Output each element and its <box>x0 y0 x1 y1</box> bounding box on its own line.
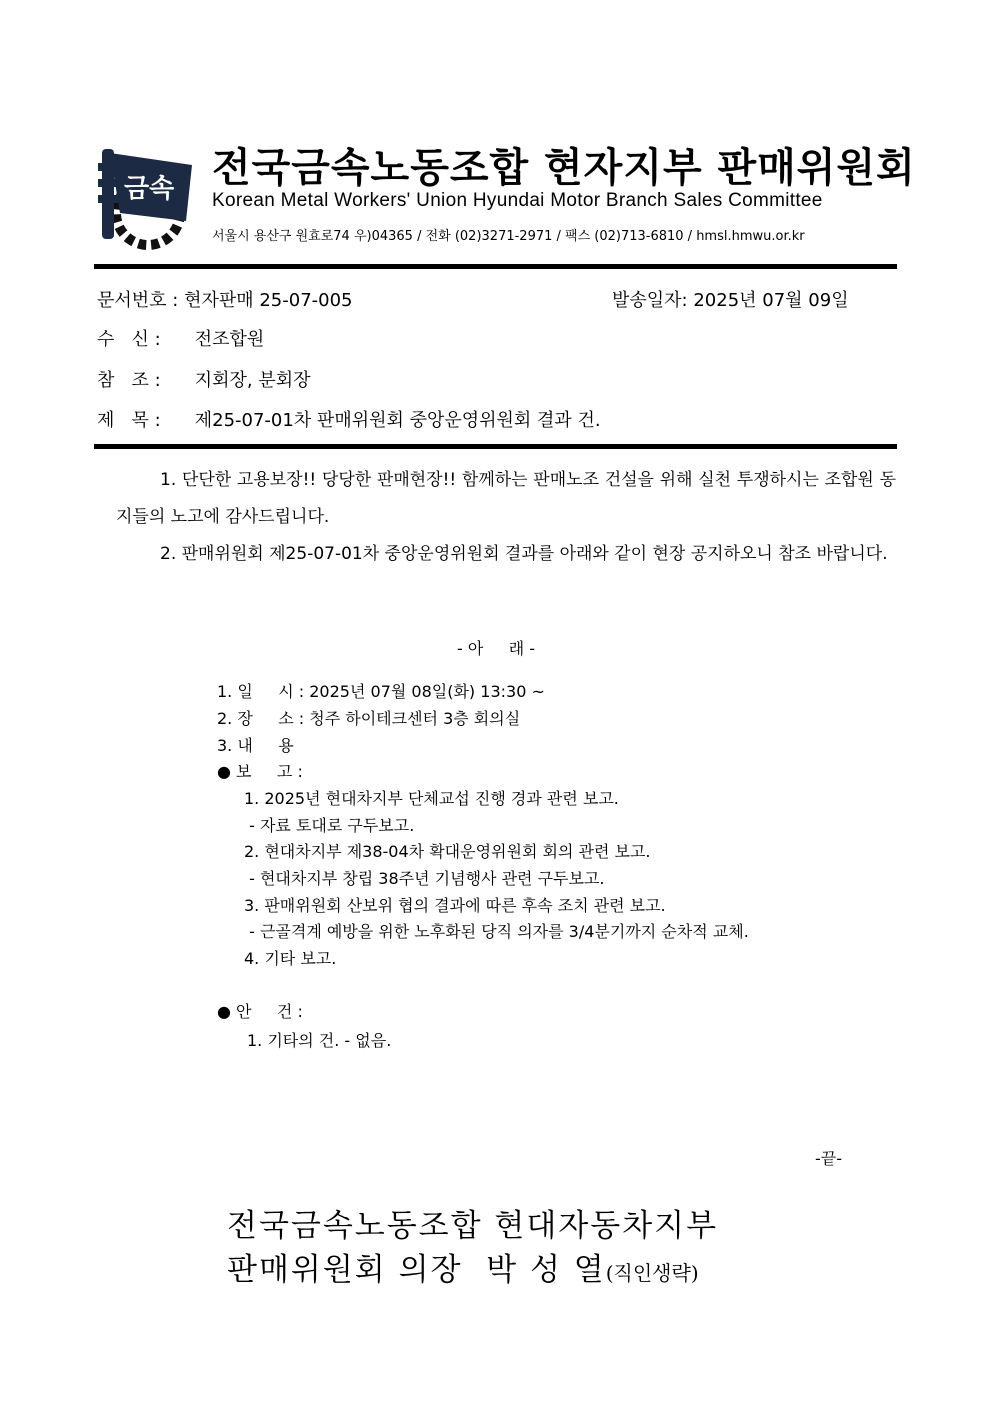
report-item: 2. 현대차지부 제38-04차 확대운영위원회 회의 관련 보고. <box>244 842 651 861</box>
report-item: - 자료 토대로 구두보고. <box>244 816 415 835</box>
paragraph-2: 2. 판매위원회 제25-07-01차 중앙운영위원회 결과를 아래와 같이 현장 공지하오니 참조 바랍니다. <box>160 544 888 564</box>
report-item: - 현대차지부 창립 38주년 기념행사 관련 구두보고. <box>244 869 605 888</box>
report-item: - 근골격계 예방을 위한 노후화된 당직 의자를 3/4분기까지 순차적 교체. <box>244 922 749 941</box>
recipient: 전조합원 <box>194 329 265 350</box>
detail-date: 1. 일 시 : 2025년 07월 08일(화) 13:30 ~ <box>217 682 545 701</box>
reference-row <box>97 366 311 392</box>
report-heading: ● 보 고 : <box>217 762 303 781</box>
subject: 제25-07-01차 판매위원회 중앙운영위원회 결과 건. <box>194 410 601 431</box>
doc-number: 현자판매 25-07-005 <box>184 290 353 311</box>
agenda-item: 1. 기타의 건. - 없음. <box>247 1031 392 1050</box>
detail-place: 2. 장 소 : 청주 하이테크센터 3층 회의실 <box>217 709 521 728</box>
send-date-label: 발송일자: <box>612 290 688 311</box>
agenda-heading: ● 안 건 : <box>217 1002 303 1021</box>
doc-number-label: 문서번호 : <box>97 290 179 311</box>
reference: 지회장, 분회장 <box>194 370 311 391</box>
recipient-row <box>97 325 264 351</box>
signature-chair <box>227 1244 699 1289</box>
meta-divider <box>94 444 897 449</box>
report-item: 3. 판매위원회 산보위 협의 결과에 따른 후속 조치 관련 보고. <box>244 896 666 915</box>
report-item: 1. 2025년 현대차지부 단체교섭 진행 경과 관련 보고. <box>244 789 619 808</box>
seal-omitted-note: (직인생략) <box>605 1261 699 1285</box>
signature-org: 전국금속노동조합 현대자동차지부 <box>227 1208 719 1244</box>
reference-label: 참 조 : <box>97 370 161 391</box>
report-item: 4. 기타 보고. <box>244 949 337 968</box>
end-mark: -끝- <box>815 1149 843 1168</box>
header-divider <box>94 264 897 269</box>
details-heading: - 아 래 - <box>456 639 536 658</box>
doc-number-row <box>97 286 353 312</box>
recipient-label: 수 신 : <box>97 329 161 350</box>
send-date-row <box>612 286 849 312</box>
logo-text: 금속 <box>124 174 175 204</box>
signature-name: 판매위원회 의장 박 성 열 <box>227 1252 606 1288</box>
org-title: 전국금속노동조합 현자지부 판매위원회 <box>212 145 916 191</box>
subject-label: 제 목 : <box>97 410 161 431</box>
union-logo <box>96 143 198 253</box>
org-contact-info: 서울시 용산구 원효로74 우)04365 / 전화 (02)3271-2971 / 팩스 (02)713-6810 / hmsl.hmwu.or.kr <box>212 229 805 244</box>
send-date: 2025년 07월 09일 <box>693 290 849 311</box>
org-title-english: Korean Metal Workers' Union Hyundai Motor Branch Sales Committee <box>212 190 823 211</box>
subject-row <box>97 406 601 432</box>
paragraph-1: 1. 단단한 고용보장!! 당당한 판매현장!! 함께하는 판매노조 건설을 위해 실천 투쟁하시는 조합원 동지들의 노고에 감사드립니다. <box>116 470 896 527</box>
detail-content: 3. 내 용 <box>217 736 294 755</box>
